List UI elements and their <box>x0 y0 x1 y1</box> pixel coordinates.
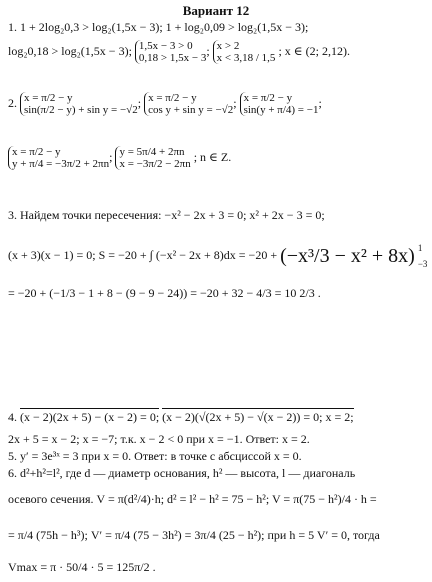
problem-1-system-1 <box>135 40 206 64</box>
system-row: x = π/2 − y <box>12 146 61 158</box>
problem-3-line-3: = −20 + (−1/3 − 1 + 8 − (9 − 9 − 24)) = −20 + 32 − 4/3 = 10 2/3 . <box>8 286 321 300</box>
problem-1-system-2 <box>213 40 276 64</box>
problem-3-line-2 <box>8 240 427 272</box>
problem-1-line-1: 1. 1 + 2log₂0,3 > log₂(1,5x − 3); 1 + log₂0,09 > log₂(1,5x − 3); <box>8 20 309 34</box>
integral-limits <box>418 240 428 272</box>
area-expression: (x + 3)(x − 1) = 0; S = −20 + <box>8 247 147 262</box>
problem-4-line-2: 2x + 5 = x − 2; x = −7; т.к. x − 2 < 0 при x = −1. Ответ: x = 2. <box>8 432 310 446</box>
system-row: sin(y + π/4) = −1 <box>243 104 319 116</box>
problem-2-line-1: 2. x = π/2 − y sin(π/2 − y) + sin y = −√2; x = π/2 − y cos y + sin y = −√2; x = π/2 − y sin(y + π/4) = −1; <box>8 92 322 116</box>
problem-2-system-1 <box>20 92 138 116</box>
problem-2-number: 2. <box>8 95 17 110</box>
problem-6-line-1: 6. d²+h²=l², где d — диаметр основания, h² — высота, l — диагональ <box>8 466 356 480</box>
system-1-row-2: 0,18 > 1,5x − 3 <box>138 52 207 64</box>
problem-2-system-3 <box>240 92 319 116</box>
problem-6-line-3: = π/4 (75h − h³); V′ = π/4 (75 − 3h²) = 3π/4 (25 − h²); при h = 5 V′ = 0, тогда <box>8 528 380 542</box>
problem-5-line: 5. y′ = 3e³ˣ = 3 при x = 0. Ответ: в точке с абсциссой x = 0. <box>8 449 302 463</box>
system-row: y + π/4 = −3π/2 + 2πn <box>12 158 110 170</box>
problem-6-line-4: Vmax = π · 50/4 · 5 = 125π/2 . <box>8 560 156 574</box>
problem-1-answer: ; x ∈ (2; 2,12). <box>278 43 350 58</box>
system-1-row-1: 1,5x − 3 > 0 <box>138 40 193 52</box>
problem-3-line-1: 3. Найдем точки пересечения: −x² − 2x + 3 = 0; x² + 2x − 3 = 0; <box>8 208 325 222</box>
problem-1-line-2: log₂0,18 > log₂(1,5x − 3); 1,5x − 3 > 0 0,18 > 1,5x − 3; x > 2 x < 3,18 / 1,5 ; x ∈ (2; 2,12). <box>8 40 350 64</box>
problem-2-system-5 <box>115 146 190 170</box>
upper-limit: 1 <box>417 243 423 253</box>
problem-2-system-4 <box>8 146 109 170</box>
problem-4-line-1 <box>8 408 354 424</box>
integral-expression: ∫ (−x² − 2x + 8)dx = −20 + <box>149 247 278 262</box>
system-row: x = π/2 − y <box>24 92 73 104</box>
problem-4-number: 4. <box>8 410 17 424</box>
system-row: cos y + sin y = −√2 <box>148 104 234 116</box>
system-row: sin(π/2 − y) + sin y = −√2 <box>24 104 138 116</box>
problem-4-equation-1: (x − 2)(2x + 5) − (x − 2) = 0; <box>20 410 160 424</box>
system-row: x = π/2 − y <box>243 92 293 104</box>
problem-2-system-2 <box>144 92 233 116</box>
system-row: x = π/2 − y <box>148 92 197 104</box>
problem-2-line-2: x = π/2 − y y + π/4 = −3π/2 + 2πn; y = 5π/4 + 2πn x = −3π/2 − 2πn ; n ∈ Z. <box>8 146 231 170</box>
lower-limit: −3 <box>417 259 428 269</box>
antiderivative-bracket: (−x³/3 − x² + 8x) <box>280 245 415 267</box>
page-title: Вариант 12 <box>182 3 250 18</box>
system-row: x = −3π/2 − 2πn <box>119 158 191 170</box>
system-2-row-2: x < 3,18 / 1,5 <box>216 52 276 64</box>
problem-2-answer: ; n ∈ Z. <box>193 149 232 164</box>
system-2-row-1: x > 2 <box>216 40 240 52</box>
problem-4-equation-2: (x − 2)(√(2x + 5) − √(x − 2)) = 0; x = 2; <box>162 410 354 424</box>
system-row: y = 5π/4 + 2πn <box>119 146 185 158</box>
problem-6-line-2: осевого сечения. V = π(d²/4)·h; d² = l² − h² = 75 − h²; V = π(75 − h²)/4 · h = <box>8 492 377 506</box>
problem-1-log-inequality: log₂0,18 > log₂(1,5x − 3); <box>8 43 132 58</box>
